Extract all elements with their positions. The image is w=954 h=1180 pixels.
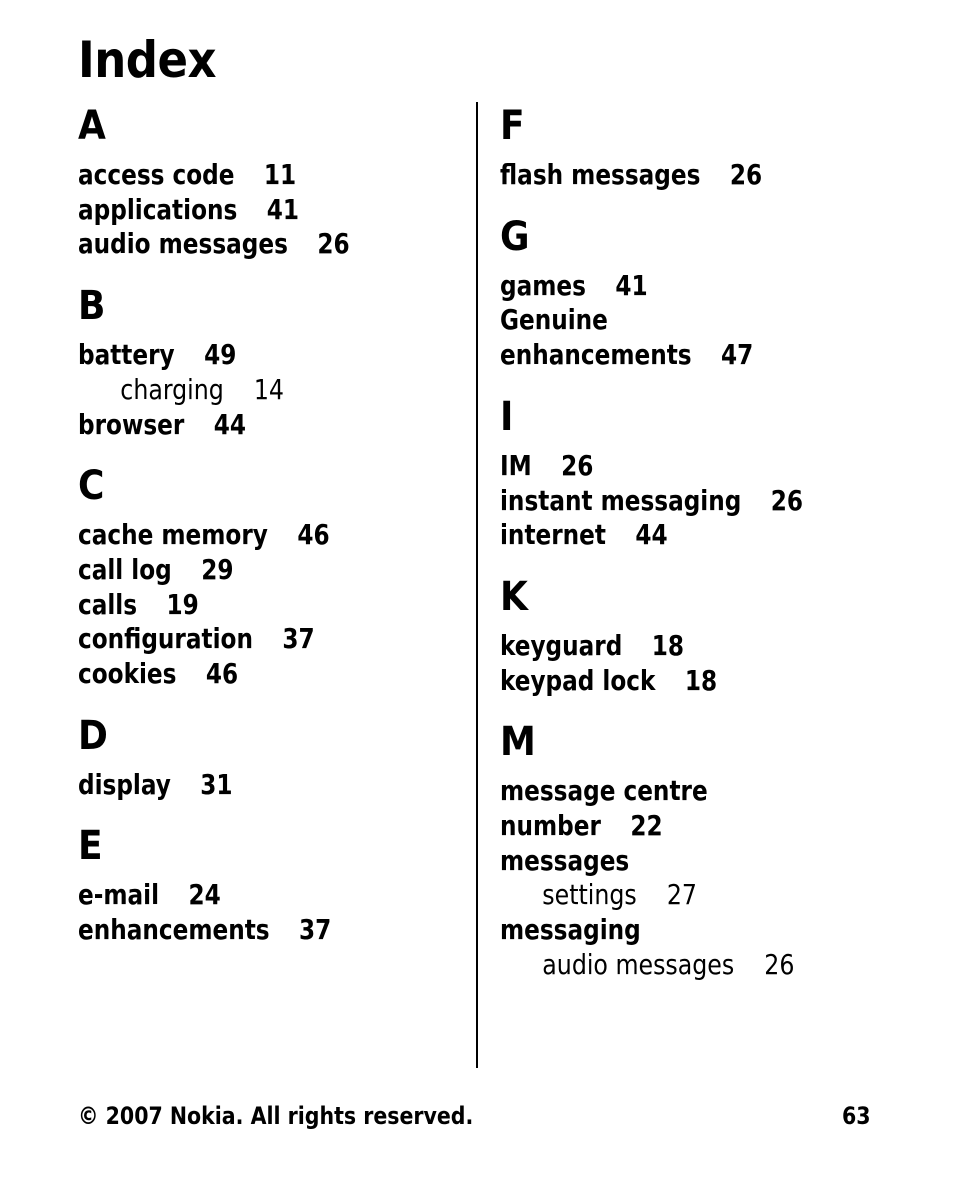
index-entry <box>500 844 886 879</box>
entry-page-number: 41 <box>266 192 300 226</box>
index-section-a <box>78 102 458 262</box>
entry-term: calls <box>78 587 138 621</box>
section-letter: E <box>78 823 103 870</box>
index-entry <box>78 913 428 948</box>
entry-term: enhancements <box>78 913 270 947</box>
index-column-left <box>78 102 458 948</box>
entry-term: internet <box>500 518 606 552</box>
entry-term: charging <box>120 372 224 406</box>
entry-term: keypad lock <box>500 663 656 697</box>
entry-page-number: 26 <box>764 947 795 981</box>
index-entry <box>78 657 428 692</box>
index-entry <box>78 408 428 443</box>
index-subentry <box>500 878 895 913</box>
page-number: 63 <box>841 1102 871 1130</box>
entry-term: cookies <box>78 657 177 691</box>
index-entry <box>78 518 428 553</box>
entry-term: enhancements <box>500 338 692 372</box>
index-entry <box>78 338 428 373</box>
entry-term: keyguard <box>500 628 623 662</box>
column-divider <box>476 102 478 1068</box>
entry-term: messages <box>500 843 630 877</box>
index-entry <box>500 484 886 519</box>
index-section-f <box>500 102 920 193</box>
index-entry <box>500 518 886 553</box>
entry-term: settings <box>542 878 637 912</box>
section-letter: K <box>500 573 528 620</box>
index-entry <box>500 913 886 948</box>
entry-term: call log <box>78 552 172 586</box>
section-letter: A <box>78 103 106 149</box>
page-footer <box>78 1100 872 1132</box>
entry-term: audio messages <box>542 947 735 981</box>
index-entry <box>78 622 428 657</box>
index-section-i <box>500 393 920 553</box>
entry-page-number: 31 <box>200 767 233 801</box>
index-entry <box>500 303 886 338</box>
index-section-g <box>500 213 920 373</box>
index-entry <box>78 193 428 228</box>
entry-page-number: 24 <box>188 878 221 912</box>
entry-page-number: 29 <box>201 552 234 586</box>
entry-page-number: 18 <box>651 628 684 662</box>
entry-page-number: 41 <box>615 268 648 302</box>
entry-page-number: 26 <box>770 483 804 517</box>
section-letter: C <box>78 463 105 510</box>
index-entry <box>78 158 428 193</box>
index-section-d <box>78 712 458 803</box>
index-section-e <box>78 822 458 947</box>
section-letter: B <box>78 283 106 330</box>
entry-term: Genuine <box>500 303 608 337</box>
index-column-right <box>500 102 920 983</box>
index-entry <box>500 809 886 844</box>
entry-term: display <box>78 767 171 801</box>
entry-page-number: 26 <box>729 158 763 191</box>
entry-term: battery <box>78 338 175 372</box>
index-section-b <box>78 282 458 442</box>
entry-page-number: 14 <box>253 372 284 406</box>
entry-page-number: 26 <box>317 227 350 261</box>
entry-page-number: 22 <box>630 809 663 843</box>
entry-term: number <box>500 809 601 843</box>
entry-page-number: 37 <box>299 913 332 947</box>
section-letter: G <box>500 213 530 260</box>
entry-page-number: 49 <box>204 338 237 372</box>
page-title: Index <box>78 31 216 89</box>
entry-page-number: 18 <box>684 663 718 697</box>
entry-term: flash messages <box>500 158 701 191</box>
index-entry <box>500 158 886 193</box>
entry-page-number: 11 <box>263 158 297 191</box>
entry-term: applications <box>78 192 238 226</box>
index-subentry <box>78 373 435 408</box>
index-section-c <box>78 462 458 692</box>
entry-page-number: 27 <box>666 878 697 912</box>
index-section-m <box>500 718 920 982</box>
entry-page-number: 44 <box>635 518 668 552</box>
index-entry <box>78 553 428 588</box>
entry-page-number: 44 <box>213 407 247 441</box>
entry-term: message centre <box>500 774 708 808</box>
entry-term: access code <box>78 158 235 191</box>
index-entry <box>500 269 886 304</box>
entry-term: instant messaging <box>500 483 742 517</box>
entry-page-number: 26 <box>561 448 594 482</box>
entry-term: browser <box>78 407 185 441</box>
index-entry <box>500 449 886 484</box>
section-letter: I <box>500 393 514 440</box>
entry-term: messaging <box>500 913 641 947</box>
entry-page-number: 46 <box>297 518 330 552</box>
entry-term: games <box>500 268 586 302</box>
index-entry <box>78 227 428 262</box>
entry-page-number: 19 <box>166 587 199 621</box>
entry-page-number: 37 <box>282 622 315 656</box>
index-entry <box>500 629 886 664</box>
entry-term: IM <box>500 448 532 482</box>
entry-page-number: 47 <box>721 338 754 372</box>
entry-term: cache memory <box>78 518 268 552</box>
entry-term: e-mail <box>78 878 160 912</box>
index-entry <box>500 664 886 699</box>
index-entry <box>78 768 428 803</box>
index-subentry <box>500 948 895 983</box>
section-letter: M <box>500 719 536 766</box>
index-entry <box>78 878 428 913</box>
section-letter: D <box>78 712 108 759</box>
index-entry <box>500 774 886 809</box>
section-letter: F <box>500 103 525 149</box>
copyright-notice: © 2007 Nokia. All rights reserved. <box>78 1102 474 1130</box>
entry-term: configuration <box>78 622 253 656</box>
entry-term: audio messages <box>78 227 288 261</box>
index-entry <box>500 338 886 373</box>
index-section-k <box>500 573 920 698</box>
entry-page-number: 46 <box>205 657 239 691</box>
index-entry <box>78 588 428 623</box>
